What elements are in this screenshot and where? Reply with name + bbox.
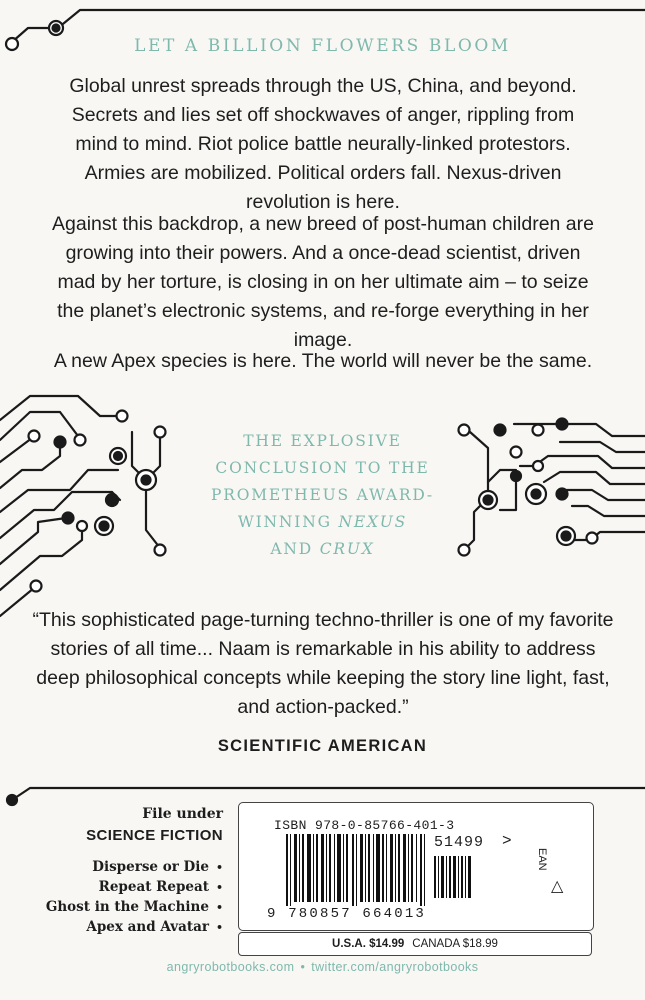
circuit-node xyxy=(484,496,493,505)
twitter-link[interactable]: twitter.com/angryrobotbooks xyxy=(311,960,479,974)
callout-line xyxy=(170,509,475,536)
main-barcode-icon xyxy=(286,834,431,910)
circuit-node xyxy=(100,522,109,531)
separator-icon: • xyxy=(300,960,306,974)
blurb-paragraph-1: Global unrest spreads through the US, China, and beyond. Secrets and lies set off shockwaves of anger, rippling from mind to mind. Riot police battle neurally-linked protestors. Armies are mobilized. Political orders fall. Nexus-driven revolution is here. xyxy=(69,75,577,213)
ean-label: EAN xyxy=(536,848,548,871)
circuit-trace xyxy=(58,10,645,28)
genre-label: SCIENCE FICTION xyxy=(86,827,223,844)
circuit-node xyxy=(511,447,522,458)
circuit-trace xyxy=(566,532,645,540)
award-callout xyxy=(170,428,475,563)
circuit-node xyxy=(557,419,568,430)
circuit-node xyxy=(533,425,544,436)
bullet-icon: • xyxy=(215,921,223,934)
circuit-trace xyxy=(544,472,645,484)
circuit-trace xyxy=(572,506,645,516)
website-link[interactable]: angryrobotbooks.com xyxy=(166,960,295,974)
callout-line: THE EXPLOSIVE xyxy=(243,432,402,450)
review-source: SCIENTIFIC AMERICAN xyxy=(217,737,428,755)
also-title: Repeat Repeat xyxy=(98,879,209,895)
circuit-trace xyxy=(0,438,32,462)
bullet-icon: • xyxy=(215,861,223,874)
circuit-node xyxy=(533,461,543,471)
addon-barcode-icon xyxy=(434,856,474,898)
book-title-crux: CRUX xyxy=(319,540,375,558)
also-title: Apex and Avatar xyxy=(86,919,209,935)
also-title: Disperse or Die xyxy=(92,859,209,875)
circuit-node xyxy=(142,476,151,485)
circuit-node xyxy=(29,431,40,442)
circuit-node xyxy=(155,545,166,556)
list-item xyxy=(23,877,223,897)
circuit-node xyxy=(63,513,74,524)
list-item xyxy=(23,897,223,917)
footer-links xyxy=(0,960,645,974)
circuit-node xyxy=(495,425,506,436)
circuit-node xyxy=(155,427,166,438)
circuit-trace xyxy=(0,528,82,590)
also-by-list xyxy=(23,857,223,937)
circuit-node xyxy=(106,494,118,506)
circuit-trace xyxy=(0,444,60,488)
callout-line xyxy=(170,536,475,563)
list-item xyxy=(23,917,223,937)
barcode-digits: 9 780857 664013 xyxy=(267,906,427,922)
circuit-trace xyxy=(560,442,645,452)
blurb-paragraph-3: A new Apex species is here. The world will never be the same. xyxy=(53,350,593,372)
callout-word: WINNING xyxy=(237,513,332,531)
callout-word: AND xyxy=(270,540,314,558)
price-arrow-icon: > xyxy=(502,832,512,850)
callout-line: PROMETHEUS AWARD- xyxy=(211,486,434,504)
callout-line: CONCLUSION TO THE xyxy=(215,459,430,477)
triangle-icon: △ xyxy=(551,876,564,895)
circuit-node xyxy=(114,452,122,460)
blurb-paragraph-2: Against this backdrop, a new breed of post-human children are growing into their powers. And a once-dead scientist, driven mad by her torture, is closing in on her ultimate aim – to seize the planet’s electronic systems, and re-forge everything in her image. xyxy=(52,213,594,351)
circuit-node xyxy=(53,25,60,32)
circuit-node xyxy=(587,533,598,544)
price-code: 51499 xyxy=(434,834,485,851)
price-usa: U.S.A. $14.99 xyxy=(332,938,405,950)
circuit-trace xyxy=(12,788,645,800)
circuit-trace xyxy=(566,490,645,500)
circuit-node xyxy=(75,435,86,446)
circuit-node xyxy=(77,521,87,531)
also-title: Ghost in the Machine xyxy=(45,899,209,915)
circuit-node xyxy=(117,411,128,422)
review-quote: “This sophisticated page-turning techno-thriller is one of my favorite stories of all time... Naam is remarkable in his ability to address deep philosophical concepts while keeping the story line light, fast, and action-packed.” xyxy=(32,609,614,718)
circuit-node xyxy=(532,490,541,499)
circuit-node xyxy=(562,532,571,541)
file-under-label: File under xyxy=(142,806,223,822)
bullet-icon: • xyxy=(215,901,223,914)
tagline: LET A BILLION FLOWERS BLOOM xyxy=(134,36,511,56)
circuit-node xyxy=(55,437,66,448)
book-title-nexus: NEXUS xyxy=(338,513,408,531)
list-item xyxy=(23,857,223,877)
price-bar xyxy=(238,932,592,956)
price-canada: CANADA $18.99 xyxy=(412,938,498,950)
circuit-node xyxy=(7,795,17,805)
isbn-number: ISBN 978-0-85766-401-3 xyxy=(274,818,455,833)
circuit-node xyxy=(557,489,568,500)
circuit-node xyxy=(511,471,521,481)
bullet-icon: • xyxy=(215,881,223,894)
circuit-trace xyxy=(0,396,118,420)
circuit-node xyxy=(31,581,42,592)
